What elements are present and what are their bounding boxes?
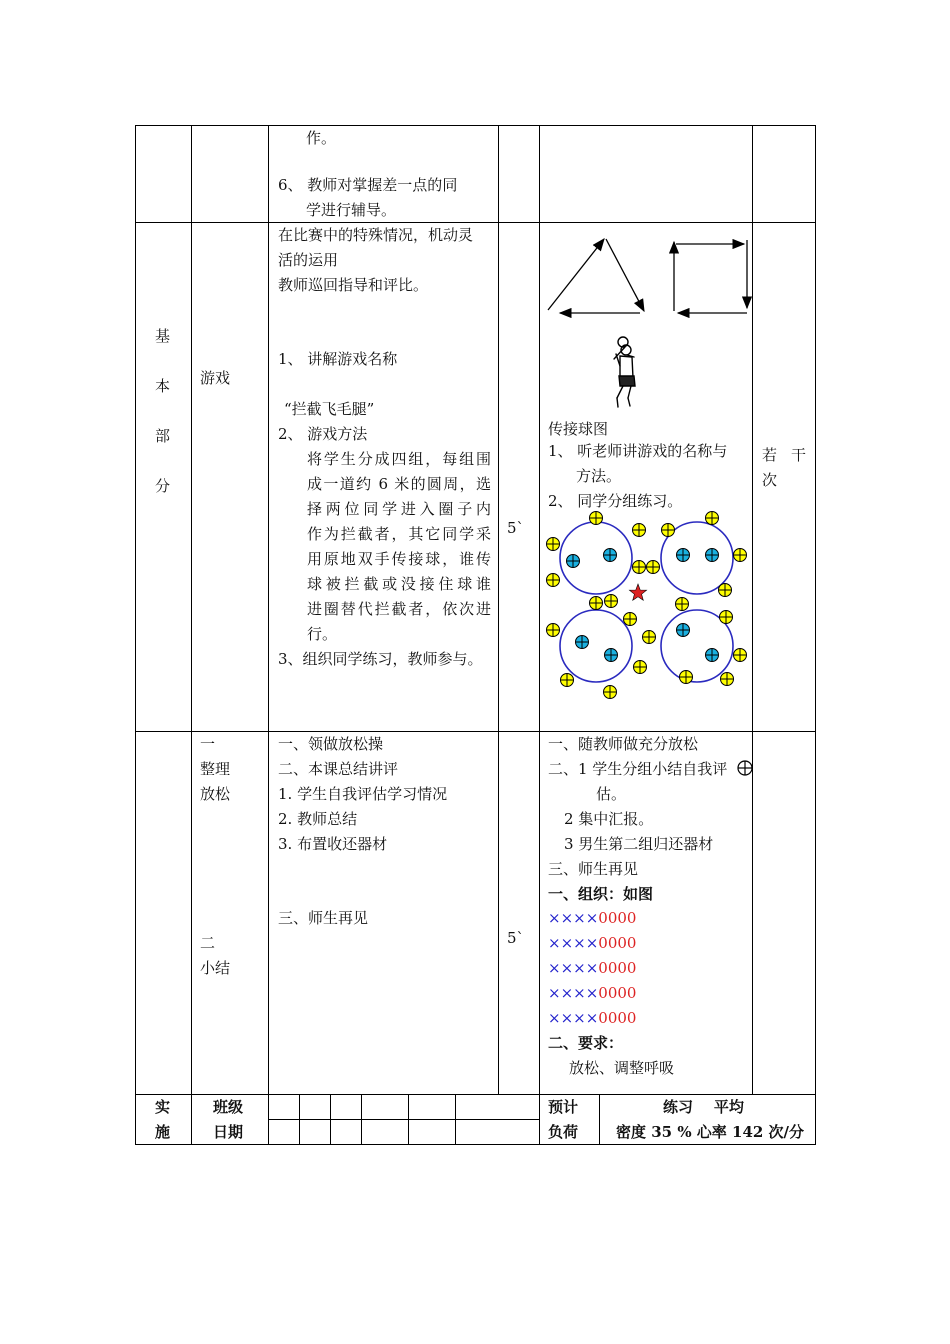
content-line: 2、 游戏方法 — [278, 425, 368, 443]
crosses: ×××× — [548, 934, 599, 952]
game-formation-diagram — [540, 508, 752, 704]
passer-player — [547, 574, 560, 587]
content-line: 三、师生再见 — [278, 909, 369, 927]
crossed-circle-icon — [736, 759, 754, 777]
content-line: 1、 讲解游戏名称 — [278, 350, 398, 368]
formation-row — [548, 906, 636, 931]
item-line: 整理 — [200, 760, 231, 778]
req-text: 放松、调整呼吸 — [569, 1059, 675, 1077]
item-line: 放松 — [200, 785, 231, 803]
interceptor-player — [576, 636, 589, 649]
class-label: 班级 — [213, 1098, 244, 1116]
load-line1: 练习 平均 — [663, 1098, 744, 1116]
interceptor-player — [706, 549, 719, 562]
content-line: 二、本课总结讲评 — [278, 760, 399, 778]
formation-row — [548, 931, 636, 956]
interceptor-player — [677, 624, 690, 637]
content-line: 3、组织同学练习，教师参与。 — [278, 650, 483, 668]
item-line: 小结 — [200, 959, 231, 977]
passer-player — [547, 624, 560, 637]
content-line: 1. 学生自我评估学习情况 — [278, 785, 448, 803]
reps-char: 干 — [791, 446, 807, 464]
passer-player — [720, 611, 733, 624]
content-line: 3. 布置收还器材 — [278, 835, 388, 853]
req-title: 二、要求： — [548, 1034, 624, 1052]
passer-player — [721, 673, 734, 686]
passer-player — [590, 597, 603, 610]
content-line: 6、 教师对掌握差一点的同 — [278, 176, 458, 194]
student-line: 3 男生第二组归还器材 — [564, 835, 714, 853]
crosses: ×××× — [548, 984, 599, 1002]
org-title: 一、组织：如图 — [548, 885, 654, 903]
load-label: 负荷 — [548, 1123, 579, 1141]
crosses: ×××× — [548, 959, 599, 977]
student-line: 估。 — [596, 785, 627, 803]
impl-char: 实 — [155, 1098, 171, 1116]
zeros: 0000 — [598, 1009, 637, 1027]
content-line: 教师巡回指导和评比。 — [278, 276, 429, 294]
row2-item: 游戏 — [200, 369, 231, 387]
item-line: 一 — [200, 735, 216, 753]
content-line: 将学生分成四组，每组围 — [307, 450, 491, 468]
passing-diagram — [540, 226, 752, 410]
impl-char: 施 — [155, 1123, 171, 1141]
content-line: 一、领做放松操 — [278, 735, 384, 753]
content-line: 进圈替代拦截者，依次进 — [307, 600, 491, 618]
content-line: 2. 教师总结 — [278, 810, 358, 828]
load-line2: 密度 35 % 心率 142 次/分 — [616, 1123, 805, 1141]
reps-char: 次 — [762, 471, 778, 489]
passer-player — [605, 595, 618, 608]
content-line: “拦截飞毛腿” — [284, 400, 375, 418]
interceptor-player — [677, 549, 690, 562]
student-line: 三、师生再见 — [548, 860, 639, 878]
triangle-arrows — [548, 239, 644, 313]
passer-player — [633, 524, 646, 537]
part-label-char: 基 — [155, 327, 171, 345]
crosses: ×××× — [548, 909, 599, 927]
formation-row — [548, 981, 636, 1006]
passer-player — [634, 661, 647, 674]
item-line: 二 — [200, 934, 216, 952]
student-line: 1、 听老师讲游戏的名称与 — [548, 442, 728, 460]
passer-player — [734, 649, 747, 662]
passer-player — [624, 613, 637, 626]
zeros: 0000 — [598, 984, 637, 1002]
reps-char: 若 — [762, 446, 778, 464]
part-label-char: 部 — [155, 427, 171, 445]
part-label-char: 分 — [155, 477, 171, 495]
interceptor-player — [605, 649, 618, 662]
content-line: 活的运用 — [278, 251, 339, 269]
load-label: 预计 — [548, 1098, 579, 1116]
student-line: 2 集中汇报。 — [564, 810, 654, 828]
group-ring — [560, 610, 632, 682]
row3-time: 5` — [507, 929, 525, 947]
diagram-caption: 传接球图 — [548, 420, 609, 438]
passer-player — [680, 671, 693, 684]
passer-player — [633, 561, 646, 574]
part-label-char: 本 — [155, 377, 171, 395]
passer-player — [547, 538, 560, 551]
interceptor-player — [567, 555, 580, 568]
content-line: 择两位同学进入圈子内 — [307, 500, 491, 518]
formation-row — [548, 1006, 636, 1031]
zeros: 0000 — [598, 959, 637, 977]
content-line: 行。 — [307, 625, 338, 643]
passer-player — [590, 512, 603, 525]
content-line: 成一道约 6 米的圆周，选 — [307, 475, 491, 493]
passer-player — [647, 561, 660, 574]
passer-player — [643, 631, 656, 644]
date-label: 日期 — [213, 1123, 244, 1141]
zeros: 0000 — [598, 909, 637, 927]
content-line: 作。 — [306, 129, 337, 147]
student-line: 一、随教师做充分放松 — [548, 735, 699, 753]
passer-player — [662, 524, 675, 537]
passer-player — [676, 598, 689, 611]
row2-time: 5` — [507, 519, 525, 537]
passer-player — [706, 512, 719, 525]
content-line: 作为拦截者，其它同学采 — [307, 525, 491, 543]
student-line: 方法。 — [576, 467, 622, 485]
passer-player — [719, 584, 732, 597]
interceptor-player — [604, 549, 617, 562]
interceptor-player — [706, 649, 719, 662]
players — [547, 512, 747, 699]
teacher-star — [629, 584, 646, 600]
passer-player — [604, 686, 617, 699]
student-line: 2、 同学分组练习。 — [548, 492, 683, 510]
formation-row — [548, 956, 636, 981]
zeros: 0000 — [598, 934, 637, 952]
passer-player — [561, 674, 574, 687]
basketball-player-figure — [614, 337, 635, 407]
content-line: 用原地双手传接球，谁传 — [307, 550, 491, 568]
student-line: 二、1 学生分组小结自我评 — [548, 760, 728, 778]
content-line: 在比赛中的特殊情况，机动灵 — [278, 226, 474, 244]
crosses: ×××× — [548, 1009, 599, 1027]
passer-player — [734, 549, 747, 562]
square-arrows — [674, 240, 747, 313]
content-line: 球被拦截或没接住球谁 — [307, 575, 491, 593]
content-line: 学进行辅导。 — [306, 201, 397, 219]
